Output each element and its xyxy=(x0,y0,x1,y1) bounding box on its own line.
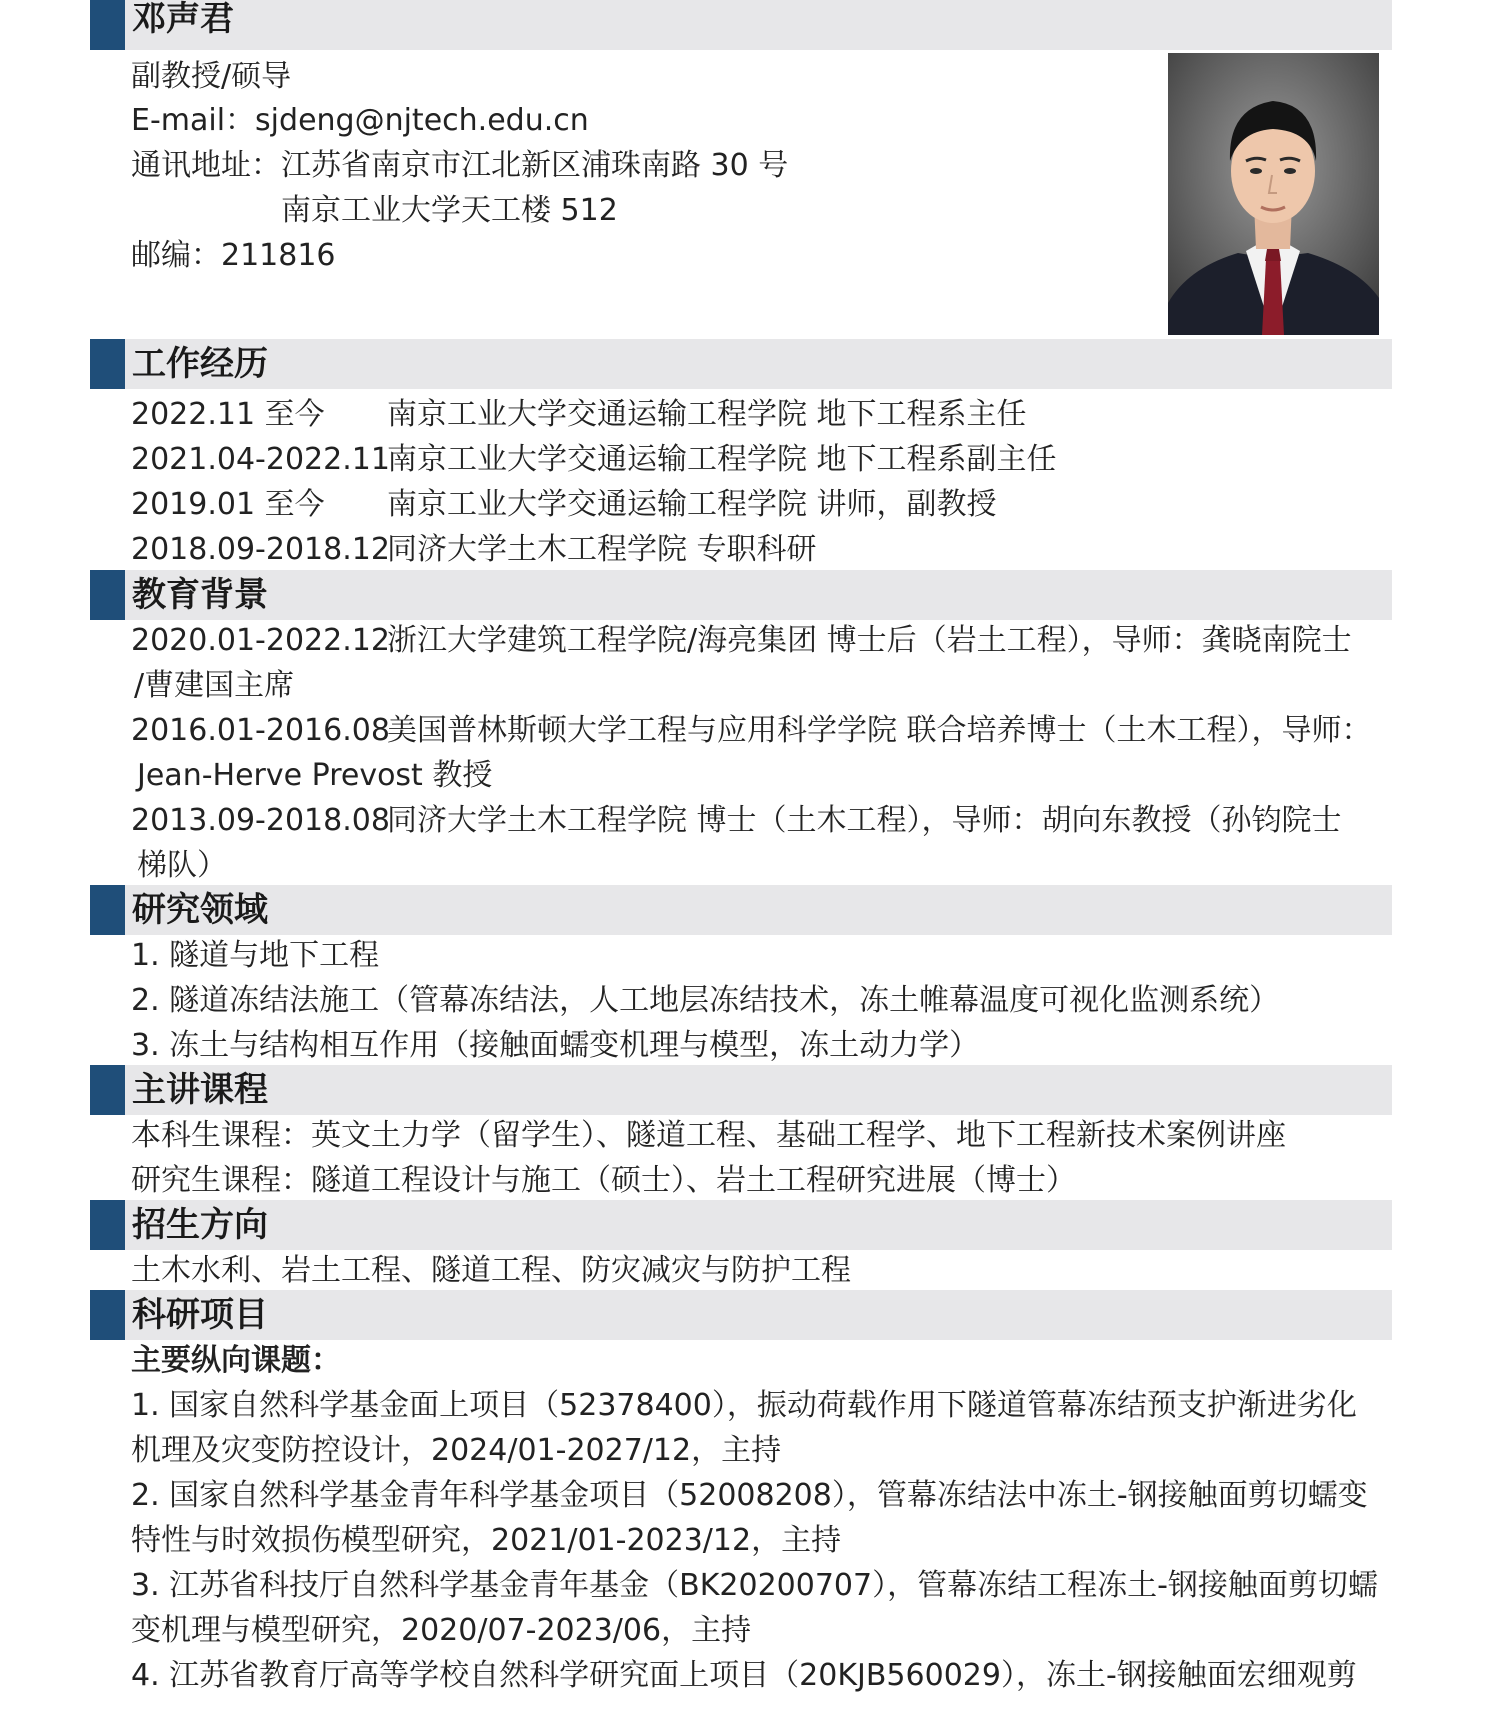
portrait-photo xyxy=(1168,53,1379,335)
work-desc: 同济大学土木工程学院 专职科研 xyxy=(387,532,817,567)
education-item xyxy=(131,799,1342,843)
work-desc: 南京工业大学交通运输工程学院 讲师，副教授 xyxy=(387,487,997,522)
section-accent-bar xyxy=(90,0,125,50)
section-title: 科研项目 xyxy=(132,1295,268,1335)
education-desc: 同济大学土木工程学院 博士（土木工程），导师：胡向东教授（孙钧院士 xyxy=(387,803,1342,838)
education-desc: 美国普林斯顿大学工程与应用科学学院 联合培养博士（土木工程），导师： xyxy=(387,713,1372,748)
project-line: 2. 国家自然科学基金青年科学基金项目（52008208），管幕冻结法中冻土-钢接触面剪切蠕变 xyxy=(131,1478,1368,1513)
education-date: 2013.09-2018.08 xyxy=(131,803,390,838)
work-desc: 南京工业大学交通运输工程学院 地下工程系主任 xyxy=(387,397,1027,432)
research-item: 2. 隧道冻结法施工（管幕冻结法，人工地层冻结技术，冻土帷幕温度可视化监测系统） xyxy=(131,983,1280,1018)
section-title: 教育背景 xyxy=(132,575,268,615)
section-accent-bar xyxy=(90,1290,125,1340)
education-date: 2020.01-2022.12 xyxy=(131,623,390,658)
name-header xyxy=(90,0,1392,50)
address-line-2: 南京工业大学天工楼 512 xyxy=(281,193,618,228)
work-date: 2022.11 至今 xyxy=(131,397,325,432)
project-line: 特性与时效损伤模型研究，2021/01-2023/12，主持 xyxy=(131,1523,842,1558)
section-title: 招生方向 xyxy=(132,1205,268,1245)
research-item: 1. 隧道与地下工程 xyxy=(131,938,380,973)
address-line-1: 通讯地址：江苏省南京市江北新区浦珠南路 30 号 xyxy=(131,148,789,183)
course-line: 本科生课程：英文土力学（留学生）、隧道工程、基础工程学、地下工程新技术案例讲座 xyxy=(131,1118,1286,1153)
education-continuation: /曹建国主席 xyxy=(134,668,295,703)
work-date: 2021.04-2022.11 xyxy=(131,442,390,477)
section-header-work xyxy=(90,339,1392,389)
work-item xyxy=(131,483,997,527)
section-header-courses xyxy=(90,1065,1392,1115)
projects-subheading: 主要纵向课题： xyxy=(131,1343,341,1378)
section-accent-bar xyxy=(90,1200,125,1250)
project-line: 1. 国家自然科学基金面上项目（52378400），振动荷载作用下隧道管幕冻结预支护渐进劣化 xyxy=(131,1388,1357,1423)
project-line: 4. 江苏省教育厅高等学校自然科学研究面上项目（20KJB560029），冻土-钢接触面宏细观剪 xyxy=(131,1658,1357,1693)
section-accent-bar xyxy=(90,1065,125,1115)
section-title: 主讲课程 xyxy=(132,1070,268,1110)
education-desc: 浙江大学建筑工程学院/海亮集团 博士后（岩土工程），导师：龚晓南院士 xyxy=(387,623,1352,658)
section-title: 工作经历 xyxy=(132,344,268,384)
project-line: 机理及灾变防控设计，2024/01-2027/12，主持 xyxy=(131,1433,782,1468)
section-accent-bar xyxy=(90,885,125,935)
course-line: 研究生课程：隧道工程设计与施工（硕士）、岩土工程研究进展（博士） xyxy=(131,1163,1076,1198)
admission-text: 土木水利、岩土工程、隧道工程、防灾减灾与防护工程 xyxy=(131,1253,851,1288)
section-header-admission xyxy=(90,1200,1392,1250)
section-header-research xyxy=(90,885,1392,935)
project-line: 变机理与模型研究，2020/07-2023/06，主持 xyxy=(131,1613,752,1648)
education-date: 2016.01-2016.08 xyxy=(131,713,390,748)
work-item xyxy=(131,438,1057,482)
person-name: 邓声君 xyxy=(132,0,234,39)
section-header-projects xyxy=(90,1290,1392,1340)
work-item xyxy=(131,393,1027,437)
section-header-education xyxy=(90,570,1392,620)
section-title: 研究领域 xyxy=(132,890,268,930)
email-line: E-mail：sjdeng@njtech.edu.cn xyxy=(131,103,589,138)
education-continuation: Jean-Herve Prevost 教授 xyxy=(137,758,493,793)
portrait-illustration xyxy=(1168,53,1379,335)
work-item xyxy=(131,528,817,572)
section-accent-bar xyxy=(90,570,125,620)
project-line: 3. 江苏省科技厅自然科学基金青年基金（BK20200707），管幕冻结工程冻土-钢接触面剪切蠕 xyxy=(131,1568,1378,1603)
work-date: 2018.09-2018.12 xyxy=(131,532,390,567)
work-desc: 南京工业大学交通运输工程学院 地下工程系副主任 xyxy=(387,442,1057,477)
education-item xyxy=(131,709,1372,753)
work-date: 2019.01 至今 xyxy=(131,487,325,522)
academic-title: 副教授/硕导 xyxy=(131,59,292,94)
section-accent-bar xyxy=(90,339,125,389)
postcode-line: 邮编：211816 xyxy=(131,238,336,273)
research-item: 3. 冻土与结构相互作用（接触面蠕变机理与模型，冻土动力学） xyxy=(131,1028,980,1063)
education-item xyxy=(131,619,1352,663)
education-continuation: 梯队） xyxy=(137,848,227,883)
